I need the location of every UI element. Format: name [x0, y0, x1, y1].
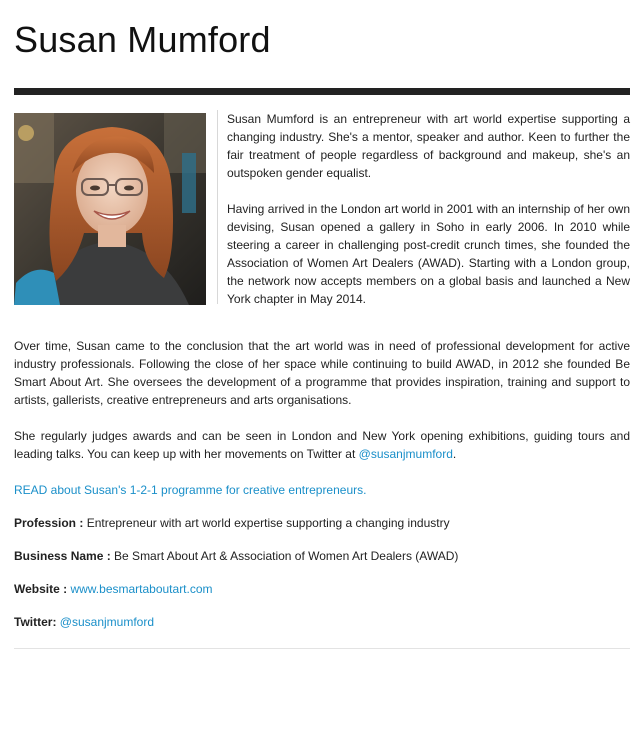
business-label: Business Name : [14, 549, 111, 563]
bio-body-paragraph-2 [14, 427, 630, 463]
profession-value: Entrepreneur with art world expertise supporting a changing industry [86, 516, 450, 530]
bio-header-section [14, 110, 630, 324]
page-title: Susan Mumford [14, 19, 271, 60]
website-link[interactable]: www.besmartaboutart.com [70, 582, 213, 596]
portrait-image [14, 113, 206, 305]
title-divider [14, 88, 630, 95]
profession-row [14, 514, 630, 532]
twitter-label: Twitter: [14, 615, 57, 629]
twitter-link[interactable]: @susanjmumford [59, 615, 155, 629]
twitter-row [14, 613, 630, 631]
website-label: Website : [14, 582, 68, 596]
bio-body-paragraph-1: Over time, Susan came to the conclusion that the art world was in need of professional development for active industry professionals. Following the close of her space while continuing to build AWAD, in 2012 she founded Be Smart About Art. She oversees the development of a programme that provides inspiration, training and support to artists, gallerists, creative entrepreneurs and arts organisations. [14, 339, 630, 407]
business-row [14, 547, 630, 565]
bio-intro [227, 110, 630, 326]
twitter-inline-link[interactable]: @susanjmumford [358, 447, 453, 461]
profession-label: Profession : [14, 516, 84, 530]
vertical-divider [217, 110, 218, 304]
bottom-divider [14, 648, 630, 649]
bio-body [14, 337, 630, 463]
business-value: Be Smart About Art & Association of Women Art Dealers (AWAD) [114, 549, 459, 563]
read-programme-link[interactable]: READ about Susan's 1-2-1 programme for creative entrepreneurs. [14, 483, 367, 497]
bio-body-paragraph-2-end: . [452, 447, 457, 461]
bio-body-paragraph-2-text: She regularly judges awards and can be seen in London and New York opening exhibitions, guiding tours and leading talks. You can keep up with her movements on Twitter at [14, 429, 630, 461]
website-row [14, 580, 630, 598]
bio-intro-paragraph-2: Having arrived in the London art world in 2001 with an internship of her own devising, Susan opened a gallery in Soho in early 2006. In 2010 while steering a career in challenging post-credit crunch times, she founded the Association of Women Art Dealers (AWAD). Starting with a London group, the network now accepts members on a global basis and launched a New York chapter in May 2014. [227, 202, 630, 306]
bio-intro-paragraph-1: Susan Mumford is an entrepreneur with art world expertise supporting a changing industry. She's a mentor, speaker and author. Keen to further the fair treatment of people regardless of background and makeup, she's an outspoken gender equalist. [227, 112, 630, 180]
